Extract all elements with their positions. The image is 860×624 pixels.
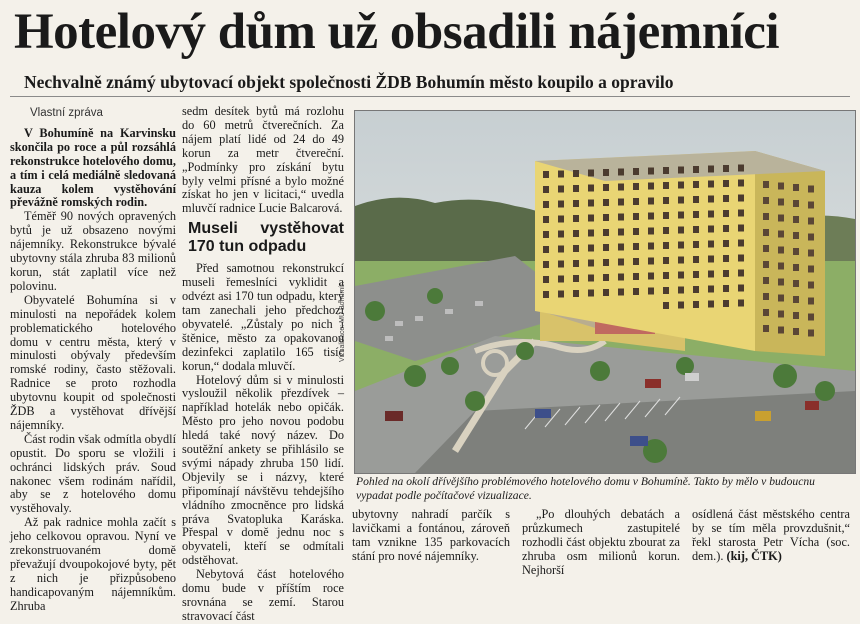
building-window <box>763 213 769 220</box>
building-window <box>663 272 669 279</box>
building-window <box>723 300 729 307</box>
building-window <box>648 243 654 250</box>
building-window <box>558 246 564 253</box>
building-window <box>693 211 699 218</box>
building-window <box>793 200 799 207</box>
paragraph: Část rodin však odmítla obydlí opustit. Do sporu se vložili i ochránci lidských práv. Soud nakonec všem rodinám nařídil, aby se z hotelového domu vystěhovaly. <box>10 431 176 516</box>
building-window <box>738 300 744 307</box>
building-window <box>763 293 769 300</box>
building-window <box>793 232 799 239</box>
building-window <box>708 256 714 263</box>
building-window <box>723 180 729 187</box>
building-window <box>678 257 684 264</box>
building-window <box>648 258 654 265</box>
building-window <box>723 255 729 262</box>
building-window <box>573 275 579 282</box>
building-window <box>603 259 609 266</box>
paragraph: „Po dlouhých debatách a průzkumech zastupitelé rozhodli část objektu zbourat za zhruba osm milionů korun. Nejhorší <box>522 507 680 577</box>
building-window <box>633 228 639 235</box>
building-window <box>778 231 784 238</box>
building-window <box>573 290 579 297</box>
paragraph: ubytovny nahradí parčík s lavičkami a fontánou, zároveň tam vznikne 135 parkovacích stání pro nové nájemníky. <box>352 507 510 563</box>
building-window <box>693 271 699 278</box>
building-window <box>708 241 714 248</box>
building-window <box>603 289 609 296</box>
building-window <box>603 274 609 281</box>
building-window <box>808 234 814 241</box>
building-window <box>678 197 684 204</box>
building-window <box>588 215 594 222</box>
building-window <box>708 286 714 293</box>
subheadline: Nechvalně známý ubytovací objekt společnosti ŽDB Bohumín město koupilo a opravilo <box>24 72 674 92</box>
building-window <box>573 200 579 207</box>
building-window <box>738 255 744 262</box>
signature: (kij, ČTK) <box>726 548 782 563</box>
building-window <box>723 195 729 202</box>
article-column-3 <box>352 508 510 564</box>
building-window <box>793 184 799 191</box>
building-window <box>808 298 814 305</box>
building-window <box>558 186 564 193</box>
building-window <box>723 270 729 277</box>
building-window <box>618 289 624 296</box>
building-window <box>588 170 594 177</box>
building-window <box>723 165 729 172</box>
byline: Vlastní zpráva <box>30 107 103 119</box>
building-window <box>763 309 769 316</box>
paragraph <box>692 508 850 564</box>
building-window <box>633 273 639 280</box>
building-window <box>763 261 769 268</box>
building-window <box>693 301 699 308</box>
building-window <box>693 166 699 173</box>
building-window <box>543 276 549 283</box>
building-window <box>543 216 549 223</box>
building-window <box>708 226 714 233</box>
building-window <box>778 311 784 318</box>
divider <box>10 96 850 97</box>
building-window <box>678 242 684 249</box>
building-window <box>693 226 699 233</box>
building-window <box>663 167 669 174</box>
building-window <box>723 285 729 292</box>
building-window <box>588 200 594 207</box>
building-window <box>778 215 784 222</box>
building-window <box>603 169 609 176</box>
building-window <box>663 182 669 189</box>
building-window <box>678 212 684 219</box>
building-window <box>678 182 684 189</box>
building-window <box>793 280 799 287</box>
building-window <box>648 228 654 235</box>
building-window <box>588 275 594 282</box>
building-window <box>663 242 669 249</box>
photo-credit: Vizualizace: MÚ Bohumín <box>339 281 346 362</box>
article-column-4 <box>522 508 680 578</box>
building-window <box>763 181 769 188</box>
paragraph: Téměř 90 nových opravených bytů je už obsazeno novými nájemníky. Rekonstrukce bývalé ubytovny stála zhruba 83 milionů korun, stát zaplatil více než polovinu. <box>10 209 176 293</box>
building-visualization-image <box>354 110 856 474</box>
building-window <box>793 264 799 271</box>
paragraph: sedm desítek bytů má rozlohu do 60 metrů čtverečních. Za nájem platí lidé od 24 do 49 korun za metr čtvereční. „Podmínky pro získání bytu byly velmi přísné a bylo možné získat ho jen v licitaci,“ uvedla mluvčí radnice Lucie Balcarová. <box>182 104 344 216</box>
building-window <box>618 169 624 176</box>
building-window <box>663 197 669 204</box>
paragraph: Až pak radnice mohla začít s jeho celkovou opravou. Nyní ve zrekonstruovaném domě převažují dvoupokojové byty, pět z nich je přizpůsobeno handicapovaným nájemníkům. Zhruba <box>10 515 176 613</box>
building-window <box>558 216 564 223</box>
building-window <box>618 199 624 206</box>
building-window <box>808 202 814 209</box>
building-window <box>808 282 814 289</box>
building-window <box>678 272 684 279</box>
building-window <box>693 241 699 248</box>
building-window <box>778 279 784 286</box>
building-window <box>763 197 769 204</box>
building-window <box>693 256 699 263</box>
article-column-5 <box>692 508 850 564</box>
paragraph-text: osídlená část městského centra by se tím měla provzdušnit,“ řekl starosta Petr Vícha (soc. dem.). <box>692 507 850 563</box>
building-window <box>808 266 814 273</box>
building-window <box>778 199 784 206</box>
building-window <box>603 199 609 206</box>
building-window <box>663 302 669 309</box>
building-window <box>573 230 579 237</box>
building-window <box>663 227 669 234</box>
building-window <box>778 247 784 254</box>
building-window <box>543 246 549 253</box>
building-window <box>573 185 579 192</box>
building-window <box>543 186 549 193</box>
building-window <box>603 184 609 191</box>
building-window <box>808 314 814 321</box>
building-window <box>793 248 799 255</box>
building-window <box>603 229 609 236</box>
building-window <box>663 287 669 294</box>
building-window <box>723 240 729 247</box>
building-window <box>738 165 744 172</box>
lead-paragraph: V Bohumíně na Karvinsku skončila po roce a půl rozsáhlá rekonstrukce hotelového domu, a tím i celá mediálně sledovaná kauza kolem vystěhování převážně romských rodin. <box>10 125 176 210</box>
building-window <box>763 229 769 236</box>
building-window <box>588 245 594 252</box>
building-window <box>763 325 769 332</box>
building-window <box>793 312 799 319</box>
building-window <box>618 214 624 221</box>
headline: Hotelový dům už obsadili nájemníci <box>14 4 780 60</box>
building-window <box>558 276 564 283</box>
building-window <box>738 210 744 217</box>
article-column-1 <box>10 107 176 614</box>
building-window <box>763 245 769 252</box>
paragraph: Nebytová část hotelového domu bude v příštím roce srovnána se zemí. Starou stravovací část <box>182 567 344 623</box>
building-window <box>678 227 684 234</box>
building-window <box>573 215 579 222</box>
building-window <box>648 198 654 205</box>
building-window <box>738 195 744 202</box>
building-window <box>558 201 564 208</box>
building-window <box>633 213 639 220</box>
building-window <box>618 274 624 281</box>
building-window <box>558 171 564 178</box>
building-window <box>603 214 609 221</box>
building-window <box>543 231 549 238</box>
article-column-2 <box>182 105 344 624</box>
building-window <box>588 230 594 237</box>
building-window <box>618 244 624 251</box>
building-window <box>618 229 624 236</box>
building-window <box>723 225 729 232</box>
building-window <box>738 225 744 232</box>
building-window <box>633 288 639 295</box>
building-window <box>588 290 594 297</box>
building-window <box>663 212 669 219</box>
building-window <box>738 285 744 292</box>
building-window <box>648 183 654 190</box>
building-window <box>588 185 594 192</box>
building-window <box>723 210 729 217</box>
building-window <box>543 171 549 178</box>
building-window <box>738 270 744 277</box>
building-window <box>633 183 639 190</box>
building-window <box>708 181 714 188</box>
building-window <box>633 198 639 205</box>
building-window <box>648 288 654 295</box>
building-window <box>808 218 814 225</box>
building-window <box>648 168 654 175</box>
building-window <box>708 166 714 173</box>
building-window <box>778 295 784 302</box>
building-window <box>678 287 684 294</box>
building-window <box>808 330 814 337</box>
building-window <box>693 286 699 293</box>
building-window <box>693 181 699 188</box>
building-window <box>778 183 784 190</box>
building-window <box>558 291 564 298</box>
building-window <box>663 257 669 264</box>
building-window <box>738 180 744 187</box>
building-window <box>543 201 549 208</box>
building-window <box>738 240 744 247</box>
building-window <box>558 231 564 238</box>
building-window <box>633 243 639 250</box>
building-window <box>763 277 769 284</box>
paragraph: Hotelový dům si v minulosti vysloužil několik přezdívek – například hotelák nebo opičák. Město pro jeho novou podobu hledá také nový název. Do soutěžní ankety se přihlásilo se svými nápady zhruba 150 lidí. Objevily se i názvy, které připomínají návštěvu tehdejšího vládního zmocněnce pro lidská práva Svatopluka Karáska. Přespal v domě jednu noc s obyvateli, kteří se odmítali odstěhovat. <box>182 372 344 568</box>
building-window <box>543 291 549 298</box>
building-window <box>778 327 784 334</box>
building-window <box>808 186 814 193</box>
building-window <box>793 328 799 335</box>
building-window <box>603 244 609 251</box>
building-window <box>708 301 714 308</box>
paragraph: Obyvatelé Bohumína si v minulosti na nepořádek kolem problematického hotelového domu v centru města, který v minulosti obývaly především romské rodiny, často stěžovali. Radnice se proto rozhodla ubytovnu koupit od společnosti ŽDB a vystěhovat dřívější nájemníky. <box>10 292 176 432</box>
paragraph: Před samotnou rekonstrukcí museli řemeslníci vyklidit a odvézt asi 170 tun odpadu, který tam zanechali jeho předchozí obyvatelé. „Zůstaly po nich i štěnice, město za opakovanou dezinfekci zaplatilo 165 tisíc korun,“ dodala mluvčí. <box>182 261 344 373</box>
building-window <box>573 260 579 267</box>
building-window <box>558 261 564 268</box>
building-window <box>543 261 549 268</box>
building-window <box>778 263 784 270</box>
building-window <box>573 170 579 177</box>
section-subtitle: Museli vystěhovat 170 tun odpadu <box>188 220 344 256</box>
building-window <box>648 213 654 220</box>
building-window <box>708 211 714 218</box>
building-window <box>618 184 624 191</box>
building-window <box>708 271 714 278</box>
building-window <box>793 216 799 223</box>
building-window <box>678 167 684 174</box>
building-window <box>708 196 714 203</box>
building-window <box>588 260 594 267</box>
building-window <box>678 302 684 309</box>
building-window <box>633 258 639 265</box>
building-window <box>648 273 654 280</box>
building-window <box>633 168 639 175</box>
building-window <box>808 250 814 257</box>
building-window <box>693 196 699 203</box>
building-window <box>618 259 624 266</box>
building-window <box>793 296 799 303</box>
building-window <box>573 245 579 252</box>
photo-caption: Pohled na okolí dřívějšího problémového hotelového domu v Bohumíně. Takto by mělo v budoucnu vypadat podle počítačové vizualizace. <box>356 475 815 502</box>
